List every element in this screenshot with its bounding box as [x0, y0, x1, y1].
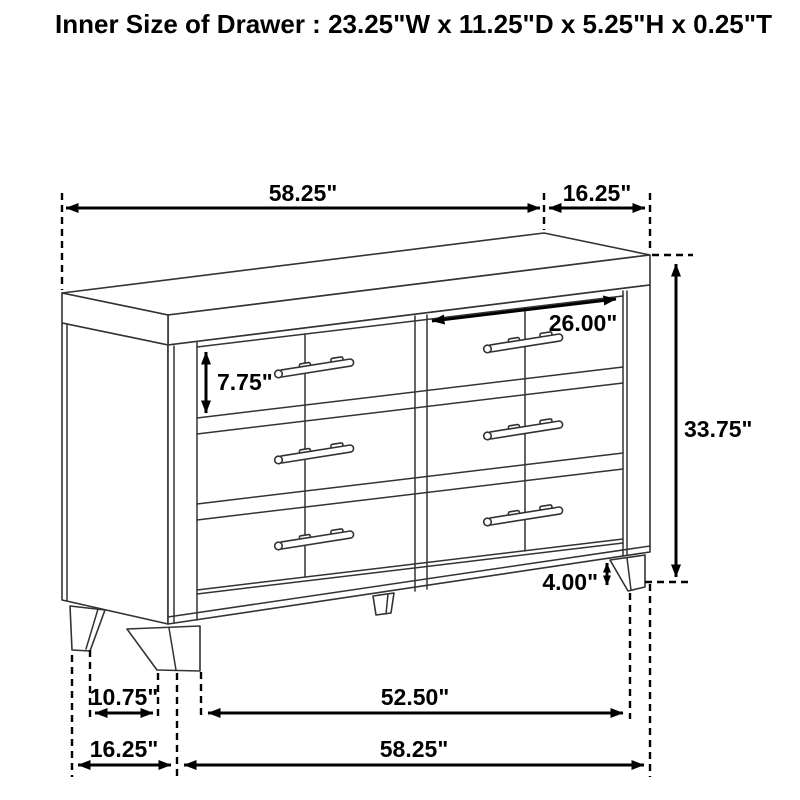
dim-width-between-legs — [208, 684, 623, 713]
dim-leg-height — [542, 563, 607, 595]
dim-drawer-width-label: 26.00" — [548, 310, 618, 336]
dim-overall-height-label: 33.75" — [684, 416, 753, 442]
dim-leg-gap — [90, 684, 158, 713]
dim-floor-depth-label: 16.25" — [89, 736, 159, 762]
dresser-side-panel — [62, 323, 168, 624]
dim-leg-gap-label: 10.75" — [89, 684, 159, 710]
dim-floor-depth — [78, 736, 171, 765]
dresser-leg-back-left — [70, 606, 105, 651]
page-title: Inner Size of Drawer : 23.25"W x 11.25"D x 5.25"H x 0.25"T — [55, 9, 772, 39]
dim-top-depth-label: 16.25" — [562, 180, 632, 206]
dim-drawer-height-label: 7.75" — [217, 369, 273, 395]
dim-overall-height — [645, 255, 752, 582]
dim-top-width-label: 58.25" — [268, 180, 338, 206]
dresser-leg-center — [373, 593, 394, 615]
dim-leg-height-label: 4.00" — [542, 569, 598, 595]
dim-floor-width-label: 58.25" — [379, 736, 449, 762]
dresser-leg-front-right — [610, 555, 645, 591]
dim-floor-width — [184, 736, 644, 765]
dresser-drawing — [62, 233, 650, 671]
dresser-leg-front-left — [127, 626, 200, 671]
dim-width-between-legs-label: 52.50" — [380, 684, 450, 710]
